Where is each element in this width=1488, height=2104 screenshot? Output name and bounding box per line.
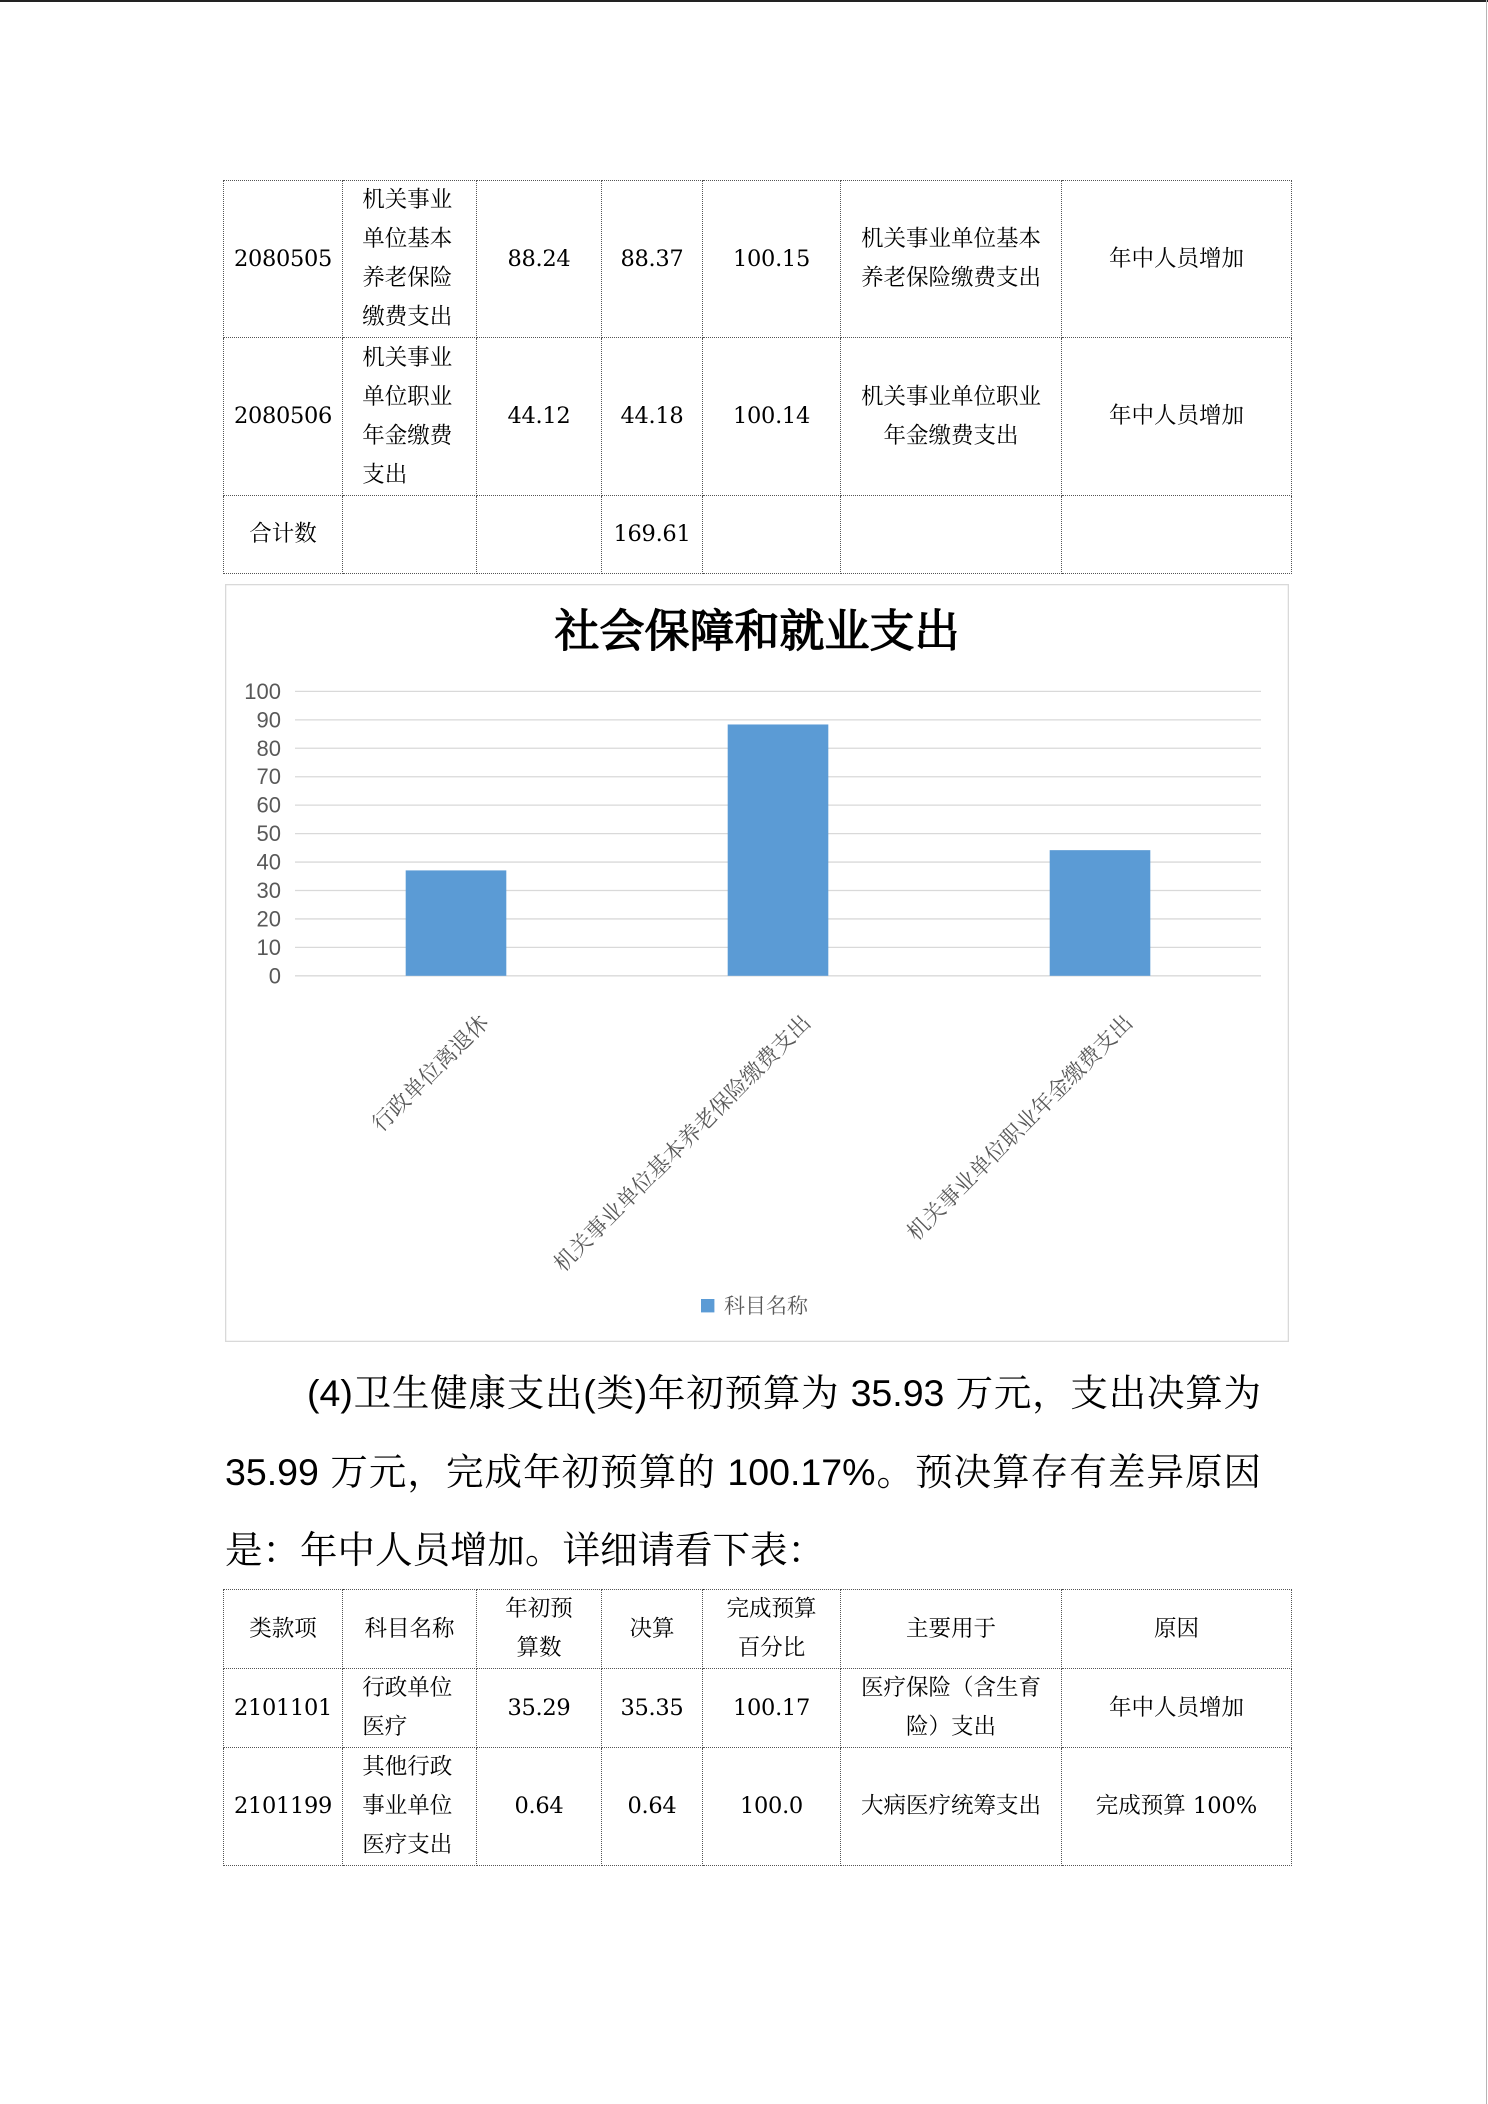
actual-cell: 88.37 [602,181,703,338]
reason-cell: 年中人员增加 [1062,181,1292,338]
header-code: 类款项 [224,1590,343,1669]
bar [1050,850,1151,976]
paragraph-line: 35.99 万元，完成年初预算的 100.17%。预决算存有差异原因 [225,1450,1261,1493]
y-tick-label: 100 [244,678,281,704]
y-tick-label: 10 [256,934,281,960]
y-tick-label: 0 [268,963,281,989]
subject-name-cell [343,1669,477,1748]
total-row [224,496,1292,574]
budget-cell: 0.64 [477,1748,602,1866]
percent-cell: 100.0 [703,1748,841,1866]
percent-cell: 100.14 [703,338,841,496]
y-tick-label: 70 [256,764,281,790]
y-tick-label: 40 [256,849,281,875]
header-reason: 原因 [1062,1590,1292,1669]
actual-cell: 0.64 [602,1748,703,1866]
reason-cell: 年中人员增加 [1062,338,1292,496]
social-security-table [223,180,1292,574]
bar [406,870,507,975]
paragraph-line: (4)卫生健康支出(类)年初预算为 35.93 万元，支出决算为 [307,1372,1261,1414]
usage-cell [841,1669,1062,1748]
health-expenditure-paragraph [225,1354,1261,1590]
table-row [224,338,1292,496]
y-tick-label: 20 [256,906,281,932]
empty-cell [841,496,1062,574]
y-tick-label: 30 [256,877,281,903]
subject-name: 机关事业单位基本养老保险缴费支出 [362,187,453,330]
budget-cell: 35.29 [477,1669,602,1748]
subject-name: 机关事业单位职业年金缴费支出 [362,344,453,488]
reason-cell: 年中人员增加 [1062,1669,1292,1748]
page-edge-right [1486,0,1487,2104]
subject-name: 行政单位医疗 [362,1675,453,1740]
bar [728,724,829,975]
budget-cell: 88.24 [477,181,602,338]
usage-cell [841,1748,1062,1866]
header-actual: 决算 [602,1590,703,1669]
total-actual-cell: 169.61 [602,496,703,574]
header-percent: 完成预算百分比 [726,1596,817,1661]
usage-cell [841,338,1062,496]
header-budget-cell [477,1590,602,1669]
usage-text: 机关事业单位职业年金缴费支出 [860,383,1041,449]
y-tick-label: 90 [256,707,281,733]
chart-title: 社会保障和就业支出 [554,604,960,658]
table-row [224,1669,1292,1748]
total-label-cell: 合计数 [224,496,343,574]
header-budget: 年初预算数 [505,1596,573,1661]
x-category-label: 机关事业单位职业年金缴费支出 [902,1010,1139,1247]
usage-text: 医疗保险（含生育险）支出 [860,1675,1041,1740]
budget-cell: 44.12 [477,338,602,496]
header-subject-name: 科目名称 [343,1590,477,1669]
subject-name-cell [343,338,477,496]
empty-cell [477,496,602,574]
legend-label: 科目名称 [724,1294,808,1318]
chart-svg [225,584,1289,1342]
page-edge-top [0,0,1488,2]
percent-cell: 100.17 [703,1669,841,1748]
y-tick-label: 60 [256,792,281,818]
x-category-label: 行政单位离退休 [367,1010,495,1138]
x-category-label: 机关事业单位基本养老保险缴费支出 [549,1010,817,1278]
table-row [224,181,1292,338]
bar-chart [225,584,1289,1342]
empty-cell [1062,496,1292,574]
empty-cell [343,496,477,574]
code-cell: 2101199 [224,1748,343,1866]
header-usage: 主要用于 [841,1590,1062,1669]
actual-cell: 44.18 [602,338,703,496]
reason-cell: 完成预算 100% [1062,1748,1292,1866]
y-tick-label: 80 [256,735,281,761]
empty-cell [703,496,841,574]
table-header-row [224,1590,1292,1669]
subject-name-cell [343,1748,477,1866]
paragraph-line: 是：年中人员增加。详细请看下表： [225,1529,825,1571]
actual-cell: 35.35 [602,1669,703,1748]
subject-name: 其他行政事业单位医疗支出 [362,1754,453,1858]
header-percent-cell [703,1590,841,1669]
code-cell: 2080505 [224,181,343,338]
table-row [224,1748,1292,1866]
code-cell: 2080506 [224,338,343,496]
subject-name-cell [343,181,477,338]
health-expenditure-table [223,1589,1292,1866]
usage-text: 大病医疗统筹支出 [860,1793,1041,1820]
y-tick-label: 50 [256,821,281,847]
usage-cell [841,181,1062,338]
usage-text: 机关事业单位基本养老保险缴费支出 [860,226,1041,291]
percent-cell: 100.15 [703,181,841,338]
legend-swatch [701,1299,714,1312]
code-cell: 2101101 [224,1669,343,1748]
